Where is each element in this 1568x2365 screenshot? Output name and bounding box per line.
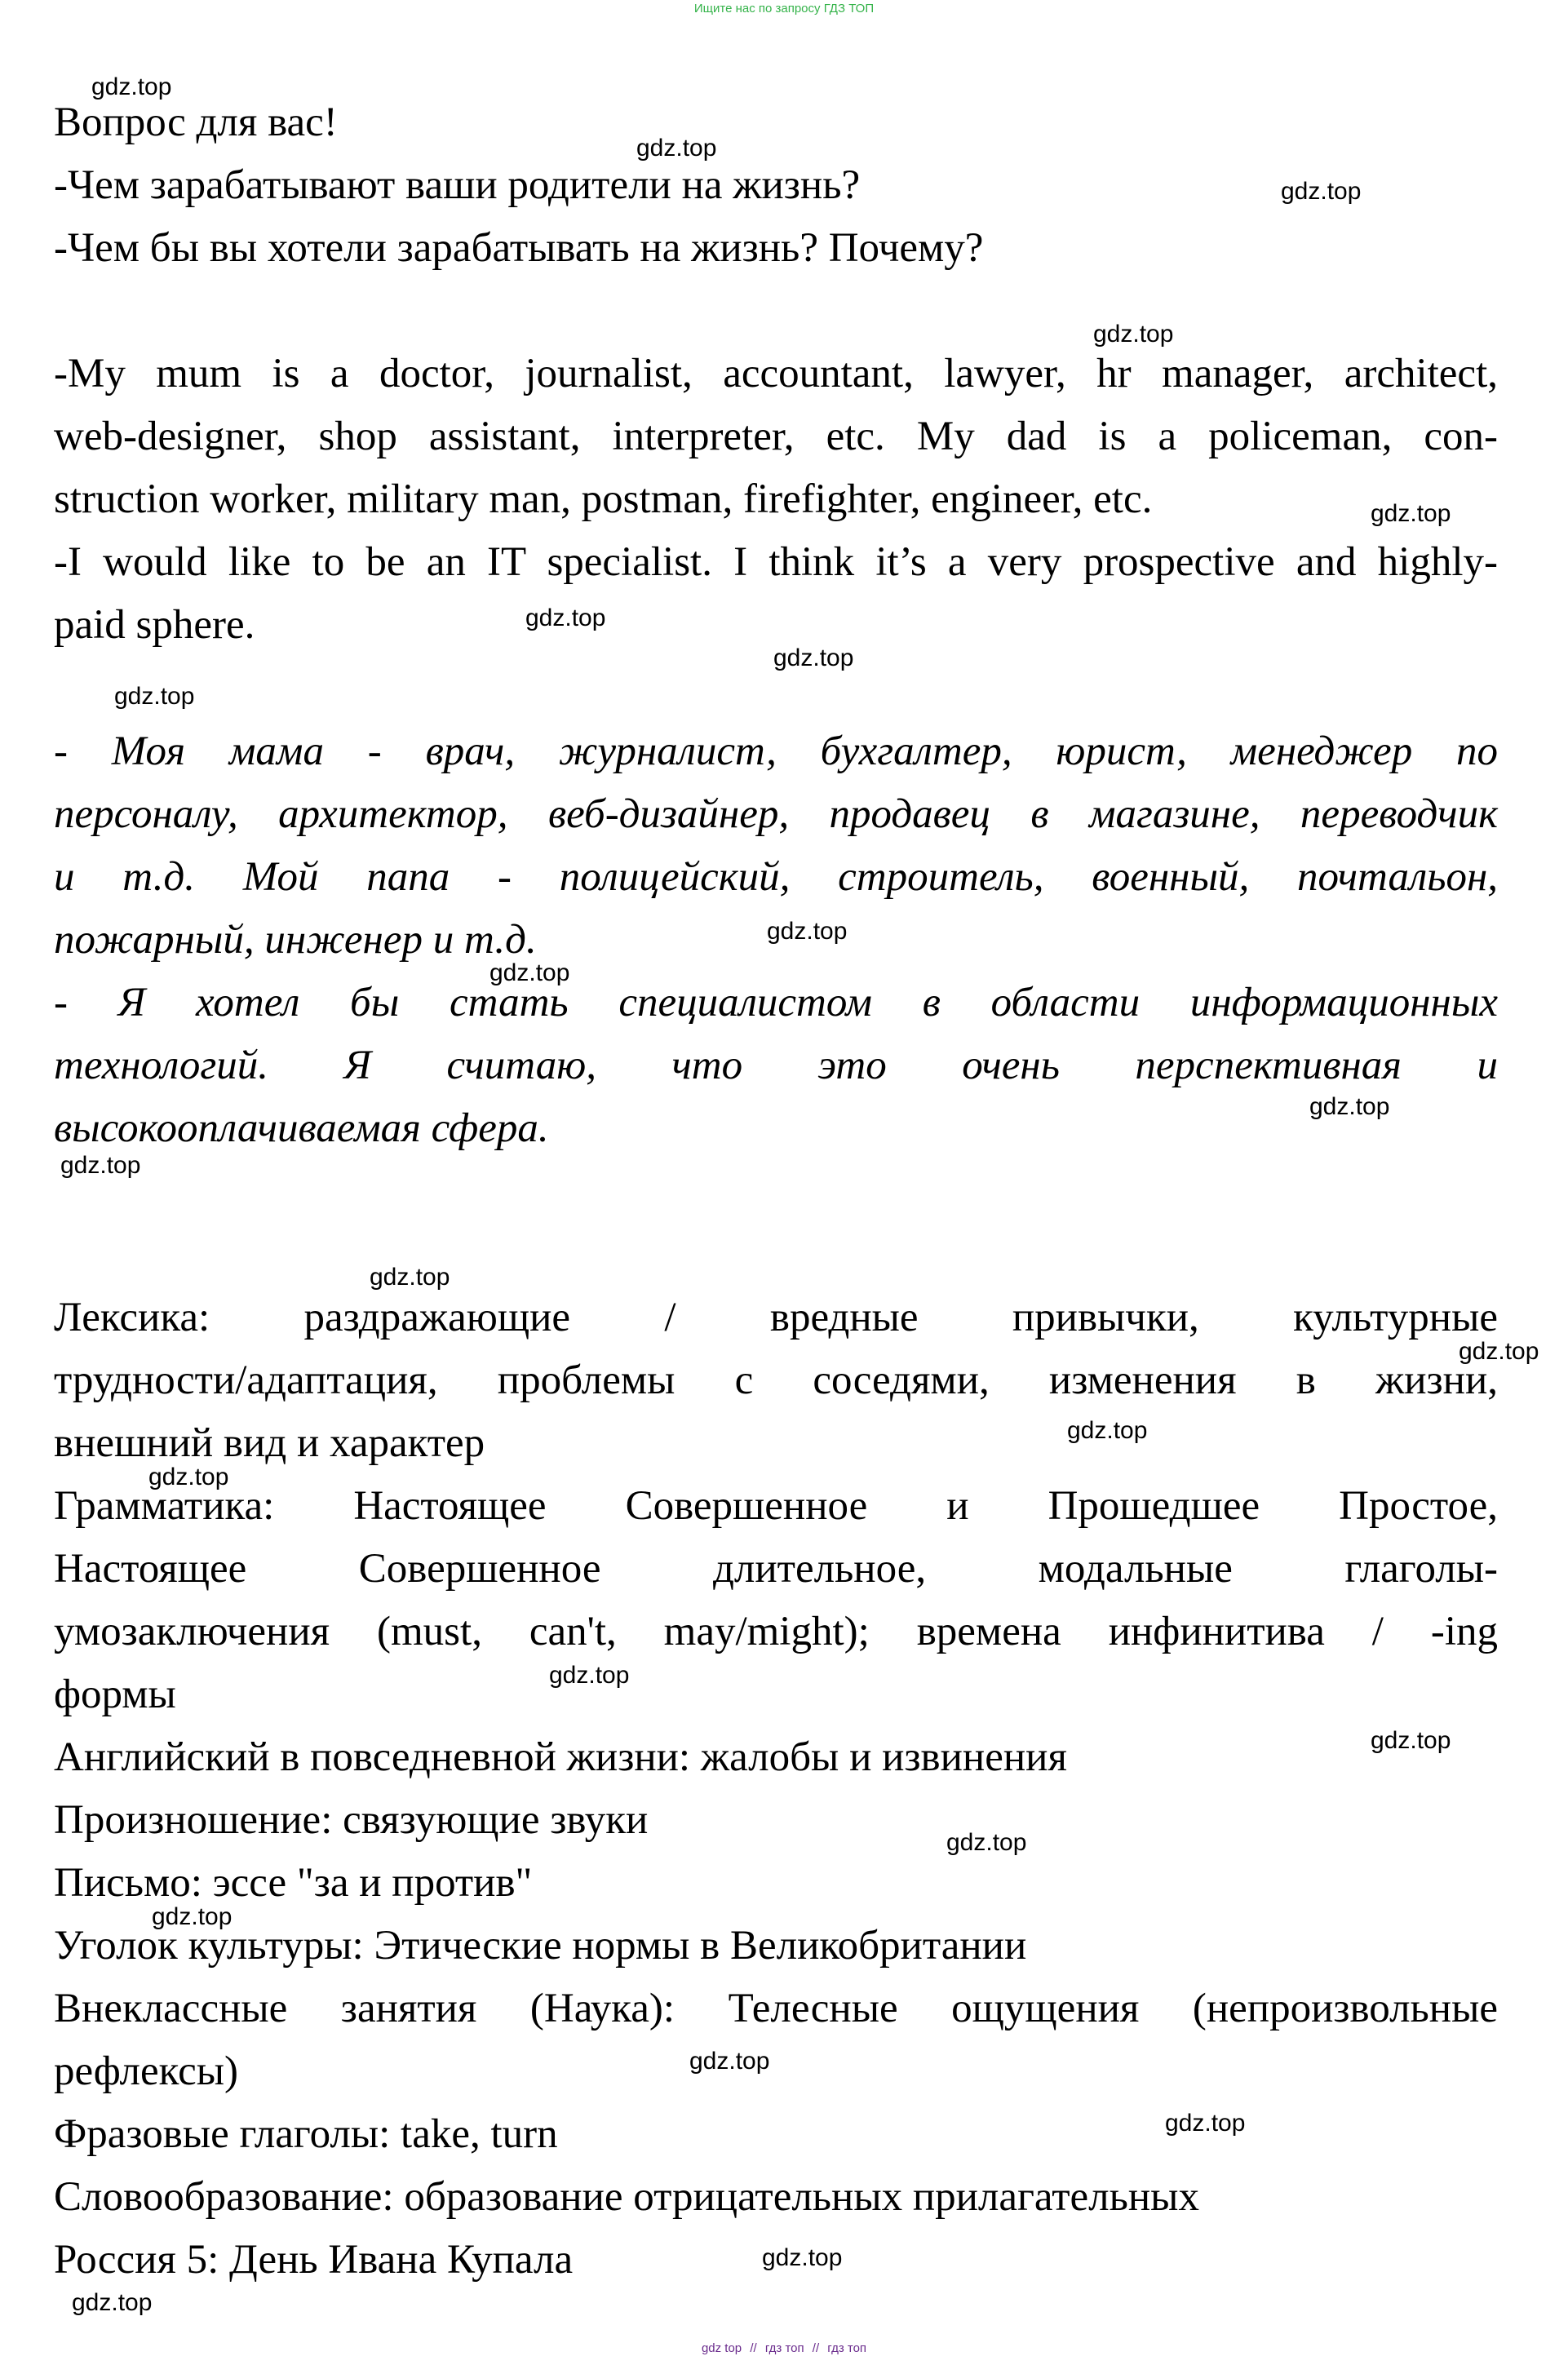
watermark: gdz.top xyxy=(636,135,717,162)
summary-line-16: Россия 5: День Ивана Купала xyxy=(54,2237,574,2283)
watermark: gdz.top xyxy=(762,2244,843,2271)
footer-link-3[interactable]: гдз топ xyxy=(827,2341,867,2355)
watermark: gdz.top xyxy=(525,605,606,631)
russian-line-5: - Я хотел бы стать специалистом в области информационных xyxy=(54,980,1498,1025)
watermark: gdz.top xyxy=(1309,1093,1390,1120)
watermark: gdz.top xyxy=(152,1903,233,1930)
russian-line-7: высокооплачиваемая сфера. xyxy=(54,1105,549,1151)
summary-line-6: умозаключения (must, can't, may/might); времена инфинитива / -ing xyxy=(54,1609,1498,1654)
watermark: gdz.top xyxy=(767,918,848,945)
question-title: Вопрос для вас! xyxy=(54,100,338,145)
watermark: gdz.top xyxy=(946,1829,1027,1856)
footer-link-2[interactable]: гдз топ xyxy=(764,2341,804,2355)
russian-line-4: пожарный, инженер и т.д. xyxy=(54,917,537,963)
summary-line-8: Английский в повседневной жизни: жалобы и извинения xyxy=(54,1734,1067,1780)
watermark: gdz.top xyxy=(72,2289,153,2316)
english-line-5: paid sphere. xyxy=(54,602,255,648)
english-line-2: web-designer, shop assistant, interpreter, etc. My dad is a policeman, con- xyxy=(54,414,1498,459)
watermark: gdz.top xyxy=(1165,2110,1246,2137)
summary-line-10: Письмо: эссе "за и против" xyxy=(54,1860,533,1906)
summary-line-12: Внеклассные занятия (Наука): Телесные ощущения (непроизвольные xyxy=(54,1986,1498,2031)
watermark: gdz.top xyxy=(1371,1727,1451,1754)
watermark: gdz.top xyxy=(689,2048,770,2075)
watermark: gdz.top xyxy=(60,1152,141,1179)
top-banner: Ищите нас по запросу ГДЗ ТОП xyxy=(693,2,875,16)
watermark: gdz.top xyxy=(773,644,854,671)
english-line-4: -I would like to be an IT specialist. I think it’s a very prospective and highly- xyxy=(54,539,1498,585)
watermark: gdz.top xyxy=(1459,1338,1539,1365)
watermark: gdz.top xyxy=(489,959,570,986)
summary-line-4: Грамматика: Настоящее Совершенное и Прошедшее Простое, xyxy=(54,1483,1498,1529)
summary-line-3: внешний вид и характер xyxy=(54,1420,485,1466)
watermark: gdz.top xyxy=(114,683,195,710)
russian-line-1: - Моя мама - врач, журналист, бухгалтер, юрист, менеджер по xyxy=(54,729,1498,774)
summary-line-15: Словообразование: образование отрицательных прилагательных xyxy=(54,2174,1199,2220)
english-line-1: -My mum is a doctor, journalist, accountant, lawyer, hr manager, architect, xyxy=(54,351,1498,396)
summary-line-7: формы xyxy=(54,1672,176,1717)
footer-link-1[interactable]: gdz top xyxy=(701,2341,742,2355)
watermark: gdz.top xyxy=(1281,178,1362,205)
russian-line-2: персоналу, архитектор, веб-дизайнер, продавец в магазине, переводчик xyxy=(54,791,1498,837)
footer-separator: // xyxy=(812,2341,820,2355)
watermark: gdz.top xyxy=(1371,500,1451,527)
footer-separator: // xyxy=(750,2341,757,2355)
watermark: gdz.top xyxy=(370,1264,450,1291)
footer xyxy=(0,2340,1568,2358)
question-1: -Чем зарабатывают ваши родители на жизнь? xyxy=(54,162,861,208)
watermark: gdz.top xyxy=(1067,1417,1148,1444)
summary-line-13: рефлексы) xyxy=(54,2048,239,2094)
summary-block xyxy=(54,1287,1498,2292)
summary-line-1: Лексика: раздражающие / вредные привычки, культурные xyxy=(54,1295,1498,1340)
summary-line-11: Уголок культуры: Этические нормы в Великобритании xyxy=(54,1923,1027,1969)
summary-line-5: Настоящее Совершенное длительное, модальные глаголы- xyxy=(54,1546,1498,1592)
summary-line-9: Произношение: связующие звуки xyxy=(54,1797,649,1843)
watermark: gdz.top xyxy=(91,73,172,100)
summary-line-2: трудности/адаптация, проблемы с соседями, изменения в жизни, xyxy=(54,1357,1498,1403)
summary-line-14: Фразовые глаголы: take, turn xyxy=(54,2111,558,2157)
english-line-3: struction worker, military man, postman, firefighter, engineer, etc. xyxy=(54,476,1153,522)
russian-line-6: технологий. Я считаю, что это очень перспективная и xyxy=(54,1043,1498,1088)
watermark: gdz.top xyxy=(1093,321,1174,348)
watermark: gdz.top xyxy=(549,1662,630,1689)
watermark: gdz.top xyxy=(148,1464,229,1490)
question-2: -Чем бы вы хотели зарабатывать на жизнь? Почему? xyxy=(54,225,984,271)
russian-line-3: и т.д. Мой папа - полицейский, строитель, военный, почтальон, xyxy=(54,854,1498,900)
english-answer-block xyxy=(54,343,1498,657)
